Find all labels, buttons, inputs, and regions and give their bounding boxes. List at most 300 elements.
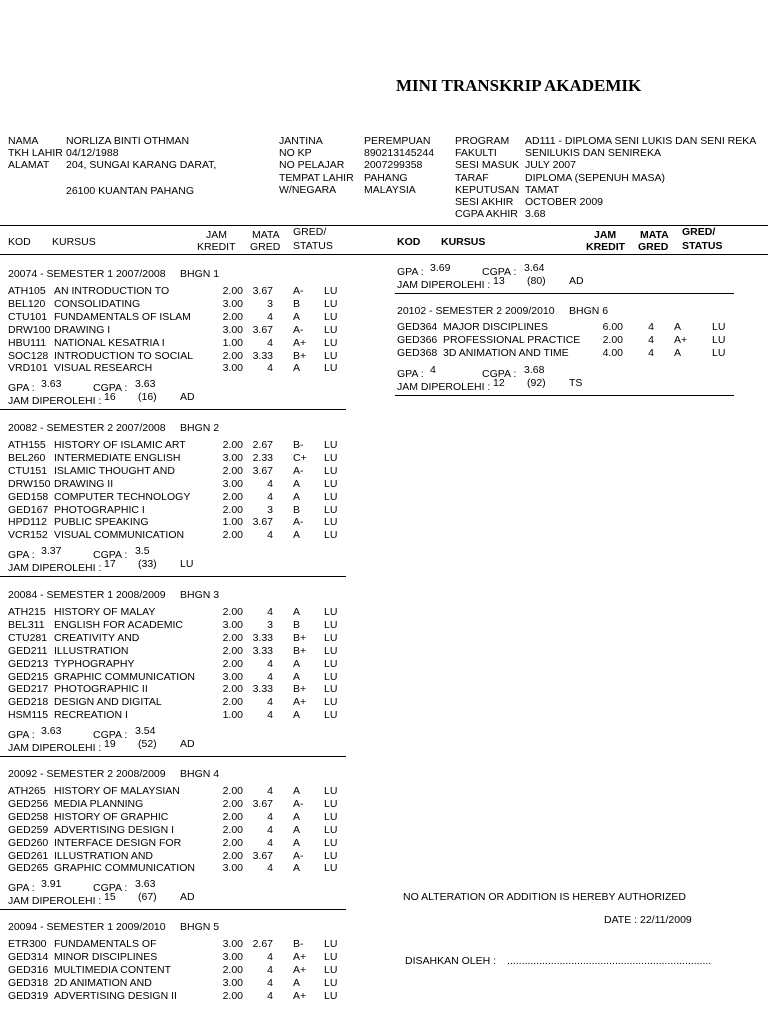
course-code: BEL120 bbox=[8, 297, 46, 310]
course-grade-point: 3.33 bbox=[252, 683, 273, 696]
course-grade-point: 4 bbox=[267, 657, 273, 670]
semester-divider bbox=[395, 293, 734, 294]
course-grade-point: 3.67 bbox=[252, 464, 273, 477]
header-kod: KOD bbox=[8, 236, 31, 248]
course-grade: A+ bbox=[293, 336, 307, 349]
cgpa-value: 3.63 bbox=[135, 878, 156, 891]
course-credit: 3.00 bbox=[222, 938, 243, 950]
course-status: LU bbox=[324, 362, 338, 375]
header-mata: MATA bbox=[252, 229, 280, 241]
course-name: INTRODUCTION TO SOCIAL bbox=[54, 349, 194, 362]
course-grade-point: 3.67 bbox=[252, 849, 273, 862]
course-status: LU bbox=[324, 670, 338, 683]
course-credit: 2.00 bbox=[222, 349, 243, 362]
course-grade-point: 4 bbox=[267, 696, 273, 709]
course-grade: A bbox=[293, 490, 301, 503]
course-name: 3D ANIMATION AND TIME bbox=[443, 347, 569, 359]
jam-label: JAM DIPEROLEHI : bbox=[397, 381, 491, 393]
course-status: LU bbox=[324, 503, 338, 516]
course-grade: A bbox=[293, 670, 301, 683]
disahkan-label: DISAHKAN OLEH : bbox=[405, 955, 497, 967]
semester-divider bbox=[395, 395, 734, 396]
semester-heading: 20102 - SEMESTER 2 2009/2010 bbox=[397, 305, 555, 317]
cgpa-label: CGPA : bbox=[482, 266, 517, 278]
info-label: TEMPAT LAHIR bbox=[279, 171, 354, 184]
course-status: LU bbox=[324, 323, 338, 336]
header-status: STATUS bbox=[293, 240, 333, 252]
course-credit: 3.00 bbox=[222, 297, 243, 310]
course-grade: A+ bbox=[293, 963, 307, 976]
course-credit: 2.00 bbox=[222, 285, 243, 297]
course-grade: A bbox=[293, 823, 301, 836]
course-status: LU bbox=[324, 683, 338, 696]
semester-divider bbox=[0, 576, 346, 577]
cgpa-label: CGPA : bbox=[482, 368, 517, 380]
header-gred-slash-right: GRED/ bbox=[682, 226, 716, 238]
course-status: LU bbox=[324, 644, 338, 657]
course-status: LU bbox=[324, 836, 338, 849]
course-credit: 3.00 bbox=[222, 477, 243, 490]
course-grade-point: 4 bbox=[648, 321, 654, 333]
course-grade-point: 3.67 bbox=[252, 285, 273, 297]
course-code: CTU101 bbox=[8, 310, 48, 323]
course-grade-point: 3.33 bbox=[252, 631, 273, 644]
gpa-label: GPA : bbox=[8, 382, 35, 395]
course-grade-point: 3.33 bbox=[252, 644, 273, 657]
course-grade: B+ bbox=[293, 631, 307, 644]
course-grade: A bbox=[293, 310, 301, 323]
course-name: MEDIA PLANNING bbox=[54, 797, 144, 810]
course-credit: 2.00 bbox=[602, 334, 623, 346]
semester-bhgn: BHGN 5 bbox=[180, 921, 220, 933]
keputusan-value: TS bbox=[569, 377, 583, 389]
jam-value: 16 bbox=[104, 391, 116, 404]
course-status: LU bbox=[324, 439, 338, 451]
keputusan-value: AD bbox=[569, 275, 584, 287]
course-grade-point: 3.33 bbox=[252, 349, 273, 362]
course-name: INTERFACE DESIGN FOR bbox=[54, 836, 182, 849]
course-code: ETR300 bbox=[8, 938, 47, 950]
info-label: NO KP bbox=[279, 147, 312, 160]
course-grade: A- bbox=[293, 797, 304, 810]
course-credit: 2.00 bbox=[222, 823, 243, 836]
jam-total: (92) bbox=[527, 377, 546, 389]
semester-bhgn: BHGN 3 bbox=[180, 589, 220, 601]
course-grade-point: 4 bbox=[267, 336, 273, 349]
course-code: GED215 bbox=[8, 670, 49, 683]
cgpa-value: 3.63 bbox=[135, 378, 156, 391]
info-value: DIPLOMA (SEPENUH MASA) bbox=[525, 171, 666, 184]
course-code: DRW100 bbox=[8, 323, 51, 336]
course-credit: 2.00 bbox=[222, 439, 243, 451]
course-code: ATH265 bbox=[8, 785, 46, 797]
jam-total: (67) bbox=[138, 891, 157, 904]
course-grade: A bbox=[293, 606, 301, 618]
info-value: AD111 - DIPLOMA SENI LUKIS DAN SENI REKA bbox=[525, 135, 757, 147]
course-name: ISLAMIC THOUGHT AND bbox=[54, 464, 175, 477]
course-status: LU bbox=[712, 321, 726, 333]
course-grade-point: 2.67 bbox=[252, 938, 273, 950]
gpa-value: 4 bbox=[430, 364, 436, 376]
info-value: OCTOBER 2009 bbox=[525, 196, 604, 208]
semester-heading: 20074 - SEMESTER 1 2007/2008 bbox=[8, 268, 166, 280]
course-name: CONSOLIDATING bbox=[54, 297, 141, 310]
info-label: CGPA AKHIR bbox=[455, 208, 518, 221]
header-kursus: KURSUS bbox=[52, 236, 96, 248]
course-name: ENGLISH FOR ACADEMIC bbox=[54, 618, 183, 631]
course-name: HISTORY OF GRAPHIC bbox=[54, 810, 169, 823]
header-jam: JAM bbox=[206, 229, 227, 241]
course-code: CTU151 bbox=[8, 464, 48, 477]
course-credit: 2.00 bbox=[222, 963, 243, 976]
header-bottom-divider bbox=[0, 254, 768, 255]
course-grade: A bbox=[293, 529, 301, 542]
course-status: LU bbox=[324, 849, 338, 862]
course-credit: 2.00 bbox=[222, 503, 243, 516]
cgpa-label: CGPA : bbox=[93, 882, 128, 895]
course-grade-point: 4 bbox=[267, 950, 273, 963]
cgpa-label: CGPA : bbox=[93, 549, 128, 562]
jam-label: JAM DIPEROLEHI : bbox=[8, 562, 102, 575]
course-grade: A+ bbox=[293, 989, 307, 1002]
course-name: PROFESSIONAL PRACTICE bbox=[443, 334, 581, 346]
course-credit: 2.00 bbox=[222, 989, 243, 1002]
semester-bhgn: BHGN 6 bbox=[569, 305, 609, 317]
jam-value: 15 bbox=[104, 891, 116, 904]
course-grade-point: 3 bbox=[267, 618, 273, 631]
jam-label: JAM DIPEROLEHI : bbox=[8, 395, 102, 408]
course-status: LU bbox=[712, 334, 726, 346]
course-grade-point: 4 bbox=[267, 709, 273, 722]
course-status: LU bbox=[324, 529, 338, 542]
course-grade-point: 4 bbox=[267, 836, 273, 849]
course-grade: A bbox=[293, 709, 301, 722]
course-name: ILLUSTRATION AND bbox=[54, 849, 153, 862]
course-status: LU bbox=[324, 336, 338, 349]
course-name: DRAWING I bbox=[54, 323, 111, 336]
course-name: VISUAL COMMUNICATION bbox=[54, 529, 185, 542]
semester-bhgn: BHGN 1 bbox=[180, 268, 220, 280]
course-credit: 6.00 bbox=[602, 321, 623, 333]
notice-text: NO ALTERATION OR ADDITION IS HEREBY AUTHORIZED bbox=[403, 891, 686, 903]
course-name: AN INTRODUCTION TO bbox=[54, 285, 170, 297]
course-grade: A bbox=[674, 321, 682, 333]
course-status: LU bbox=[324, 451, 338, 464]
info-label: NAMA bbox=[8, 135, 39, 147]
header-kredit-right: KREDIT bbox=[586, 241, 626, 253]
course-grade: B+ bbox=[293, 349, 307, 362]
info-value: 890213145244 bbox=[364, 147, 435, 160]
course-name: 2D ANIMATION AND bbox=[54, 976, 152, 989]
course-credit: 2.00 bbox=[222, 529, 243, 542]
course-credit: 2.00 bbox=[222, 657, 243, 670]
info-value: TAMAT bbox=[525, 183, 560, 196]
course-name: PUBLIC SPEAKING bbox=[54, 516, 149, 529]
course-grade-point: 4 bbox=[648, 347, 654, 359]
course-name: HISTORY OF ISLAMIC ART bbox=[54, 439, 186, 451]
course-code: GED167 bbox=[8, 503, 49, 516]
course-grade-point: 4 bbox=[267, 823, 273, 836]
course-code: GED368 bbox=[397, 347, 438, 359]
gpa-value: 3.91 bbox=[41, 878, 62, 891]
jam-value: 19 bbox=[104, 738, 116, 751]
course-grade-point: 3.67 bbox=[252, 516, 273, 529]
jam-label: JAM DIPEROLEHI : bbox=[8, 895, 102, 908]
course-code: GED256 bbox=[8, 797, 49, 810]
semester-heading: 20094 - SEMESTER 1 2009/2010 bbox=[8, 921, 166, 933]
course-code: GED316 bbox=[8, 963, 49, 976]
course-grade-point: 4 bbox=[267, 670, 273, 683]
gpa-label: GPA : bbox=[8, 882, 35, 895]
course-grade: A+ bbox=[293, 950, 307, 963]
course-name: DRAWING II bbox=[54, 477, 114, 490]
jam-total: (16) bbox=[138, 391, 157, 404]
cgpa-value: 3.54 bbox=[135, 725, 156, 738]
course-status: LU bbox=[324, 297, 338, 310]
course-credit: 3.00 bbox=[222, 950, 243, 963]
course-status: LU bbox=[324, 490, 338, 503]
cgpa-value: 3.64 bbox=[524, 262, 545, 274]
course-code: GED217 bbox=[8, 683, 49, 696]
course-grade-point: 4 bbox=[267, 963, 273, 976]
course-name: FUNDAMENTALS OF ISLAM bbox=[54, 310, 191, 323]
info-label: SESI MASUK bbox=[455, 159, 520, 172]
course-code: BEL311 bbox=[8, 618, 45, 631]
info-label: PROGRAM bbox=[455, 135, 510, 147]
course-credit: 3.00 bbox=[222, 862, 243, 875]
info-label: KEPUTUSAN bbox=[455, 183, 520, 196]
course-credit: 1.00 bbox=[222, 709, 243, 722]
course-grade-point: 4 bbox=[267, 785, 273, 797]
course-grade: C+ bbox=[293, 451, 307, 464]
course-status: LU bbox=[324, 464, 338, 477]
keputusan-value: AD bbox=[180, 738, 195, 751]
course-name: MINOR DISCIPLINES bbox=[54, 950, 158, 963]
course-name: FUNDAMENTALS OF bbox=[54, 938, 157, 950]
course-code: GED260 bbox=[8, 836, 49, 849]
course-grade-point: 4 bbox=[267, 490, 273, 503]
course-grade: A bbox=[293, 836, 301, 849]
course-name: ADVERTISING DESIGN II bbox=[54, 989, 177, 1002]
course-code: GED318 bbox=[8, 976, 49, 989]
header-kredit: KREDIT bbox=[197, 241, 236, 253]
gpa-value: 3.63 bbox=[41, 725, 62, 738]
course-code: GED218 bbox=[8, 696, 49, 709]
header-status-right: STATUS bbox=[682, 240, 723, 252]
gpa-value: 3.69 bbox=[430, 262, 451, 274]
info-label: W/NEGARA bbox=[279, 183, 337, 196]
course-grade-point: 4 bbox=[648, 334, 654, 346]
header-gred-slash: GRED/ bbox=[293, 226, 327, 238]
course-status: LU bbox=[324, 709, 338, 722]
semester-heading: 20092 - SEMESTER 2 2008/2009 bbox=[8, 768, 166, 780]
course-status: LU bbox=[324, 285, 338, 297]
course-grade-point: 3.67 bbox=[252, 323, 273, 336]
course-code: GED265 bbox=[8, 862, 49, 875]
header-mata-right: MATA bbox=[640, 229, 669, 241]
course-name: ADVERTISING DESIGN I bbox=[54, 823, 174, 836]
course-credit: 2.00 bbox=[222, 849, 243, 862]
course-status: LU bbox=[324, 785, 338, 797]
semester-bhgn: BHGN 4 bbox=[180, 768, 220, 780]
course-credit: 3.00 bbox=[222, 451, 243, 464]
course-grade-point: 4 bbox=[267, 477, 273, 490]
course-credit: 2.00 bbox=[222, 310, 243, 323]
course-credit: 3.00 bbox=[222, 323, 243, 336]
keputusan-value: AD bbox=[180, 391, 195, 404]
gpa-label: GPA : bbox=[8, 549, 35, 562]
cgpa-label: CGPA : bbox=[93, 382, 128, 395]
header-kod-right: KOD bbox=[397, 236, 421, 248]
course-grade: A- bbox=[293, 516, 304, 529]
info-label: ALAMAT bbox=[8, 159, 50, 172]
course-code: HSM115 bbox=[8, 709, 49, 722]
signature-line: ...................................................................... bbox=[507, 955, 712, 967]
info-value: PEREMPUAN bbox=[364, 135, 431, 147]
info-value: 3.68 bbox=[525, 208, 546, 221]
cgpa-value: 3.68 bbox=[524, 364, 545, 376]
info-label: NO PELAJAR bbox=[279, 159, 345, 172]
course-credit: 2.00 bbox=[222, 696, 243, 709]
semester-divider bbox=[0, 409, 346, 410]
jam-value: 17 bbox=[104, 558, 116, 571]
course-credit: 3.00 bbox=[222, 362, 243, 375]
info-value: 04/12/1988 bbox=[66, 147, 119, 160]
info-value: NORLIZA BINTI OTHMAN bbox=[66, 135, 190, 147]
course-grade: A- bbox=[293, 323, 304, 336]
course-grade: A+ bbox=[293, 696, 307, 709]
header-kursus-right: KURSUS bbox=[441, 236, 486, 248]
course-grade-point: 4 bbox=[267, 529, 273, 542]
course-code: SOC128 bbox=[8, 349, 49, 362]
course-credit: 4.00 bbox=[602, 347, 623, 359]
course-name: HISTORY OF MALAY bbox=[54, 606, 156, 618]
course-credit: 2.00 bbox=[222, 810, 243, 823]
course-credit: 3.00 bbox=[222, 618, 243, 631]
course-name: TYPHOGRAPHY bbox=[54, 657, 135, 670]
course-grade-point: 4 bbox=[267, 976, 273, 989]
course-grade: A bbox=[293, 810, 301, 823]
course-credit: 2.00 bbox=[222, 797, 243, 810]
jam-total: (80) bbox=[527, 275, 546, 287]
semester-bhgn: BHGN 2 bbox=[180, 422, 220, 434]
course-grade: A bbox=[293, 657, 301, 670]
course-grade-point: 4 bbox=[267, 989, 273, 1002]
info-label: SESI AKHIR bbox=[455, 196, 514, 208]
header-top-divider bbox=[0, 225, 768, 226]
course-name: GRAPHIC COMMUNICATION bbox=[54, 670, 195, 683]
course-name: DESIGN AND DIGITAL bbox=[54, 696, 162, 709]
course-code: ATH155 bbox=[8, 439, 46, 451]
course-code: GED259 bbox=[8, 823, 49, 836]
course-code: GED366 bbox=[397, 334, 438, 346]
course-code: CTU281 bbox=[8, 631, 48, 644]
course-credit: 1.00 bbox=[222, 336, 243, 349]
course-code: ATH215 bbox=[8, 606, 46, 618]
course-grade: A- bbox=[293, 849, 304, 862]
course-status: LU bbox=[324, 618, 338, 631]
info-label: JANTINA bbox=[279, 135, 323, 147]
course-credit: 2.00 bbox=[222, 464, 243, 477]
info-label: TKH LAHIR bbox=[8, 147, 63, 160]
course-grade: B+ bbox=[293, 683, 307, 696]
gpa-value: 3.63 bbox=[41, 378, 62, 391]
course-name: HISTORY OF MALAYSIAN bbox=[54, 785, 180, 797]
course-code: GED314 bbox=[8, 950, 49, 963]
jam-label: JAM DIPEROLEHI : bbox=[397, 279, 491, 291]
course-name: MAJOR DISCIPLINES bbox=[443, 321, 549, 333]
course-status: LU bbox=[324, 810, 338, 823]
course-code: GED158 bbox=[8, 490, 49, 503]
header-gred-right: GRED bbox=[638, 241, 669, 253]
course-grade-point: 3 bbox=[267, 297, 273, 310]
keputusan-value: LU bbox=[180, 558, 194, 571]
course-code: GED213 bbox=[8, 657, 49, 670]
course-credit: 2.00 bbox=[222, 606, 243, 618]
course-name: ILLUSTRATION bbox=[54, 644, 129, 657]
course-status: LU bbox=[324, 797, 338, 810]
cgpa-label: CGPA : bbox=[93, 729, 128, 742]
jam-value: 12 bbox=[493, 377, 505, 389]
semester-divider bbox=[0, 909, 346, 910]
info-value: SENILUKIS DAN SENIREKA bbox=[525, 147, 661, 160]
header-gred: GRED bbox=[250, 241, 281, 253]
keputusan-value: AD bbox=[180, 891, 195, 904]
course-grade: B+ bbox=[293, 644, 307, 657]
course-credit: 2.00 bbox=[222, 836, 243, 849]
course-credit: 2.00 bbox=[222, 785, 243, 797]
header-jam-right: JAM bbox=[594, 229, 617, 241]
course-grade: B bbox=[293, 503, 301, 516]
course-name: MULTIMEDIA CONTENT bbox=[54, 963, 172, 976]
course-code: ATH105 bbox=[8, 285, 46, 297]
course-credit: 2.00 bbox=[222, 683, 243, 696]
course-grade-point: 3 bbox=[267, 503, 273, 516]
jam-label: JAM DIPEROLEHI : bbox=[8, 742, 102, 755]
course-credit: 2.00 bbox=[222, 490, 243, 503]
document-title: MINI TRANSKRIP AKADEMIK bbox=[396, 76, 642, 95]
gpa-label: GPA : bbox=[397, 266, 424, 278]
course-grade: A bbox=[293, 785, 301, 797]
course-name: NATIONAL KESATRIA I bbox=[54, 336, 165, 349]
course-code: VRD101 bbox=[8, 362, 48, 375]
gpa-label: GPA : bbox=[8, 729, 35, 742]
semester-heading: 20084 - SEMESTER 1 2008/2009 bbox=[8, 589, 166, 601]
course-code: GED258 bbox=[8, 810, 49, 823]
course-name: PHOTOGRAPHIC II bbox=[54, 683, 148, 696]
course-status: LU bbox=[712, 347, 726, 359]
course-code: GED319 bbox=[8, 989, 49, 1002]
course-code: HPD112 bbox=[8, 516, 47, 529]
info-label: FAKULTI bbox=[455, 147, 497, 160]
course-grade: A bbox=[293, 976, 301, 989]
course-credit: 2.00 bbox=[222, 631, 243, 644]
course-status: LU bbox=[324, 862, 338, 875]
course-grade: A bbox=[293, 477, 301, 490]
info-value: 2007299358 bbox=[364, 159, 423, 172]
info-value: MALAYSIA bbox=[364, 183, 416, 196]
course-grade: B bbox=[293, 618, 301, 631]
course-status: LU bbox=[324, 516, 338, 529]
course-status: LU bbox=[324, 976, 338, 989]
course-credit: 3.00 bbox=[222, 670, 243, 683]
course-name: COMPUTER TECHNOLOGY bbox=[54, 490, 191, 503]
gpa-label: GPA : bbox=[397, 368, 424, 380]
course-grade: A- bbox=[293, 464, 304, 477]
course-grade-point: 3.67 bbox=[252, 797, 273, 810]
course-name: CREATIVITY AND bbox=[54, 631, 140, 644]
course-grade: A bbox=[293, 862, 301, 875]
